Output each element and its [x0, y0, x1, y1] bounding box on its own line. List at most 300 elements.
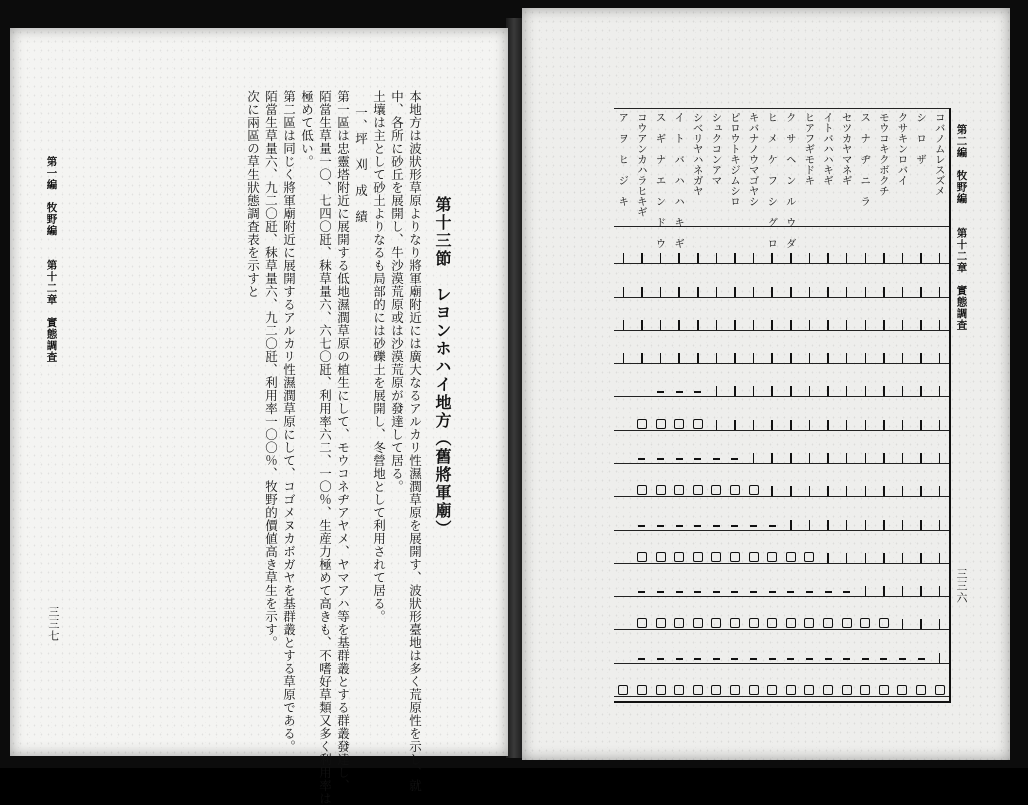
table-mark [939, 320, 941, 330]
running-header [956, 124, 967, 331]
table-mark [697, 253, 699, 263]
table-mark [809, 320, 811, 330]
table-mark [827, 386, 829, 396]
table-mark [827, 486, 829, 496]
table-mark [790, 420, 792, 430]
table-mark [883, 586, 885, 596]
species-label: ピロウトキジムシロ [728, 112, 741, 207]
table-mark [657, 525, 664, 527]
table-mark [730, 618, 740, 628]
page-number: 三三六 [955, 568, 968, 604]
table-mark [827, 320, 829, 330]
table-mark [883, 320, 885, 330]
table-mark [827, 420, 829, 430]
table-mark [806, 658, 813, 660]
table-mark [804, 552, 814, 562]
species-label: シベリヤハネガヤ [691, 112, 704, 196]
table-row [614, 267, 949, 300]
table-mark [809, 353, 811, 363]
table-mark [790, 386, 792, 396]
table-mark [902, 520, 904, 530]
table-mark [734, 253, 736, 263]
table-mark [678, 353, 680, 363]
table-mark [656, 419, 666, 429]
table-mark [750, 525, 757, 527]
table-mark [846, 553, 848, 563]
table-mark [771, 386, 773, 396]
table-mark [676, 658, 683, 660]
table-mark [697, 320, 699, 330]
table-row [614, 234, 949, 267]
species-label: ヒアフギモドキ [803, 112, 816, 186]
header-section: 牧野編 [955, 170, 968, 205]
table-mark [771, 353, 773, 363]
species-label: コバノムレスズメ [933, 112, 946, 196]
table-mark [827, 453, 829, 463]
table-mark [750, 591, 757, 593]
table-mark [638, 591, 645, 593]
table-mark [916, 685, 926, 695]
table-mark [809, 520, 811, 530]
table-mark [641, 353, 643, 363]
table-mark [939, 453, 941, 463]
table-mark [678, 287, 680, 297]
table-mark [939, 586, 941, 596]
table-mark [637, 485, 647, 495]
table-mark [920, 320, 922, 330]
table-mark [846, 420, 848, 430]
table-mark [902, 553, 904, 563]
table-mark [676, 591, 683, 593]
table-mark [786, 685, 796, 695]
table-mark [920, 353, 922, 363]
table-mark [865, 353, 867, 363]
species-label: ク サ ヘ ン ル ウ ダ [784, 112, 797, 249]
table-mark [676, 391, 683, 393]
table-mark [731, 525, 738, 527]
table-mark [693, 685, 703, 695]
header-chapter: 第十二章 [45, 259, 58, 306]
header-chapter: 第十二章 [955, 227, 968, 274]
table-mark [674, 618, 684, 628]
paragraph-line: 中、各所に砂丘を展開し、牛沙漠荒原或は沙漠荒原が發達して居る。 [389, 90, 405, 493]
table-mark [920, 486, 922, 496]
table-mark [694, 525, 701, 527]
table-row [614, 301, 949, 334]
table-mark [935, 685, 945, 695]
table-mark [823, 618, 833, 628]
table-mark [734, 320, 736, 330]
table-row [614, 567, 949, 600]
table-mark [883, 453, 885, 463]
table-mark [865, 520, 867, 530]
species-label: コウアンカハラヒキギ [635, 112, 648, 217]
table-mark [827, 253, 829, 263]
right-page [522, 8, 1010, 760]
table-mark [623, 287, 625, 297]
table-mark [767, 618, 777, 628]
table-mark [825, 591, 832, 593]
table-mark [939, 619, 941, 629]
table-mark [730, 485, 740, 495]
table-mark [860, 685, 870, 695]
table-mark [753, 287, 755, 297]
species-label: セツカヤマネギ [840, 112, 853, 186]
table-mark [804, 618, 814, 628]
table-mark [883, 353, 885, 363]
table-mark [656, 685, 666, 695]
table-mark [767, 552, 777, 562]
table-mark [753, 253, 755, 263]
table-mark [865, 386, 867, 396]
table-mark [806, 591, 813, 593]
table-mark [902, 386, 904, 396]
subsection-heading: 一、坪 刈 成 績 [353, 106, 369, 223]
table-mark [842, 685, 852, 695]
table-mark [920, 287, 922, 297]
table-mark [623, 320, 625, 330]
table-mark [716, 353, 718, 363]
table-mark [786, 618, 796, 628]
table-mark [660, 353, 662, 363]
table-mark [750, 658, 757, 660]
table-mark [660, 287, 662, 297]
table-mark [623, 353, 625, 363]
header-topic: 實態調査 [45, 317, 58, 363]
table-mark [902, 320, 904, 330]
table-mark [638, 658, 645, 660]
table-mark [902, 253, 904, 263]
paragraph-line: 陌當生草量一〇、七四〇瓩、秣草量六、六七〇瓩、利用率六二、一〇％、生産力極めて高きも、不嗜好草類又多く利用率は [317, 90, 333, 805]
table-mark [660, 253, 662, 263]
species-label: シ ロ ザ [915, 112, 928, 165]
table-mark [846, 520, 848, 530]
table-row [614, 534, 949, 567]
paragraph-line: 第一區は忠靈塔附近に展開する低地濕潤草原の植生にして、モウコネヂアヤメ、ヤマアハ等を基群叢とする群叢發達し、 [335, 90, 351, 792]
table-mark [825, 658, 832, 660]
table-mark [713, 525, 720, 527]
table-mark [809, 453, 811, 463]
header-part: 第二編 [955, 124, 968, 159]
table-mark [827, 553, 829, 563]
table-mark [753, 386, 755, 396]
table-mark [902, 420, 904, 430]
table-mark [809, 486, 811, 496]
table-mark [897, 685, 907, 695]
paragraph-line: 第二區は同じく將軍廟附近に展開するアルカリ性濕潤草原にして、コゴメヌカボガヤを基群叢とする草原である。 [281, 90, 297, 753]
table-mark [734, 420, 736, 430]
table-mark [790, 320, 792, 330]
table-mark [771, 453, 773, 463]
table-mark [809, 253, 811, 263]
table-mark [883, 253, 885, 263]
table-mark [939, 353, 941, 363]
table-mark [865, 320, 867, 330]
table-mark [749, 485, 759, 495]
table-row [614, 467, 949, 500]
table-mark [771, 253, 773, 263]
table-mark [939, 287, 941, 297]
table-mark [902, 586, 904, 596]
table-mark [711, 685, 721, 695]
table-mark [641, 320, 643, 330]
table-mark [769, 591, 776, 593]
table-mark [674, 419, 684, 429]
running-header [46, 156, 57, 363]
table-mark [879, 685, 889, 695]
table-mark [713, 458, 720, 460]
table-mark [771, 420, 773, 430]
page-number: 三三七 [47, 606, 60, 642]
table-mark [734, 386, 736, 396]
table-mark [939, 253, 941, 263]
table-mark [711, 552, 721, 562]
table-mark [939, 553, 941, 563]
table-mark [656, 618, 666, 628]
table-mark [865, 253, 867, 263]
table-mark [899, 658, 906, 660]
table-mark [697, 287, 699, 297]
table-mark [939, 520, 941, 530]
table-mark [809, 420, 811, 430]
table-mark [846, 453, 848, 463]
table-mark [809, 287, 811, 297]
table-mark [697, 353, 699, 363]
table-mark [641, 253, 643, 263]
table-mark [693, 618, 703, 628]
table-mark [674, 552, 684, 562]
table-mark [769, 658, 776, 660]
header-section: 牧野編 [45, 202, 58, 237]
species-label: クサキンロバイ [896, 112, 909, 186]
header-part: 第一編 [45, 156, 58, 191]
table-mark [660, 320, 662, 330]
header-topic: 實態調査 [955, 285, 968, 331]
table-mark [786, 552, 796, 562]
table-mark [694, 591, 701, 593]
table-mark [771, 287, 773, 297]
table-mark [693, 485, 703, 495]
table-row [614, 334, 949, 367]
table-mark [880, 658, 887, 660]
table-mark [790, 253, 792, 263]
table-mark [731, 658, 738, 660]
table-mark [809, 386, 811, 396]
table-mark [623, 253, 625, 263]
species-label: ス ギ ナ エ ン ド ウ [654, 112, 667, 249]
table-mark [730, 685, 740, 695]
table-mark [846, 253, 848, 263]
table-mark [787, 658, 794, 660]
species-label: シュクコンアマ [710, 112, 723, 186]
left-page [10, 28, 508, 805]
table-mark [790, 353, 792, 363]
table-mark [846, 320, 848, 330]
table-mark [711, 618, 721, 628]
table-mark [902, 287, 904, 297]
table-mark [749, 685, 759, 695]
species-label: イトバハハキギ [822, 112, 835, 186]
table-mark [939, 486, 941, 496]
table-mark [865, 553, 867, 563]
table-mark [920, 619, 922, 629]
table-mark [656, 552, 666, 562]
table-mark [716, 320, 718, 330]
table-mark [731, 591, 738, 593]
table-mark [920, 253, 922, 263]
table-mark [694, 658, 701, 660]
table-mark [827, 287, 829, 297]
table-row [614, 667, 949, 700]
table-row [614, 500, 949, 533]
table-mark [716, 287, 718, 297]
table-mark [730, 552, 740, 562]
species-label: キバナノウマゴヤシ [747, 112, 760, 207]
table-mark [865, 287, 867, 297]
table-mark [860, 618, 870, 628]
table-mark [767, 685, 777, 695]
table-mark [637, 618, 647, 628]
table-mark [790, 486, 792, 496]
table-mark [823, 685, 833, 695]
table-row [614, 633, 949, 666]
table-mark [939, 420, 941, 430]
table-mark [883, 553, 885, 563]
table-mark [771, 320, 773, 330]
table-row [614, 367, 949, 400]
table-mark [902, 619, 904, 629]
table-mark [920, 520, 922, 530]
table-row [614, 400, 949, 433]
table-mark [678, 253, 680, 263]
table-mark [694, 391, 701, 393]
table-mark [846, 386, 848, 396]
table-mark [865, 453, 867, 463]
table-mark [674, 485, 684, 495]
table-mark [716, 386, 718, 396]
table-mark [641, 287, 643, 297]
table-mark [657, 658, 664, 660]
table-mark [827, 353, 829, 363]
species-label: モウコキクボクチ [877, 112, 890, 196]
table-mark [920, 420, 922, 430]
table-mark [693, 419, 703, 429]
table-body [614, 234, 949, 700]
table-mark [678, 320, 680, 330]
table-mark [753, 420, 755, 430]
table-mark [769, 525, 776, 527]
table-mark [694, 458, 701, 460]
table-mark [787, 591, 794, 593]
table-mark [920, 553, 922, 563]
table-mark [842, 618, 852, 628]
table-mark [918, 658, 925, 660]
table-mark [637, 419, 647, 429]
table-mark [716, 420, 718, 430]
table-mark [883, 287, 885, 297]
table-mark [879, 618, 889, 628]
table-mark [734, 353, 736, 363]
paragraph-line: 次に兩區の草生狀態調査表を示すと [245, 90, 261, 298]
table-mark [865, 586, 867, 596]
table-mark [883, 520, 885, 530]
table-mark [939, 386, 941, 396]
section-title: 第十三節 レヨンホハイ地方（舊將軍廟） [433, 196, 452, 538]
table-mark [674, 685, 684, 695]
paragraph-line: 本地方は波狀形草原よりなり將軍廟附近には廣大なるアルカリ性濕潤草原を展開す、波狀形臺地は多く荒原性を示し、就 [407, 90, 423, 792]
table-mark [920, 586, 922, 596]
table-mark [711, 485, 721, 495]
table-mark [790, 287, 792, 297]
table-mark [734, 287, 736, 297]
table-mark [883, 486, 885, 496]
table-mark [749, 552, 759, 562]
table-row [614, 434, 949, 467]
table-mark [693, 552, 703, 562]
species-label: イ ト バ ハ ハ キ ギ [673, 112, 686, 249]
table-mark [713, 591, 720, 593]
table-mark [753, 453, 755, 463]
table-mark [657, 391, 664, 393]
paragraph-line: 極めて低い。 [299, 90, 315, 168]
species-label: ア ヲ ヒ ジ キ [617, 112, 630, 207]
table-mark [638, 525, 645, 527]
table-mark [657, 458, 664, 460]
table-mark [637, 685, 647, 695]
table-mark [883, 420, 885, 430]
table-mark [883, 386, 885, 396]
table-mark [846, 287, 848, 297]
table-mark [843, 591, 850, 593]
table-mark [790, 520, 792, 530]
paragraph-line: 土壤は主として砂土よりなるも局部的には砂礫土を展開し、冬營地として利用されて居る。 [371, 90, 387, 623]
table-mark [676, 525, 683, 527]
table-mark [657, 591, 664, 593]
table-mark [865, 420, 867, 430]
table-mark [804, 685, 814, 695]
table-mark [637, 552, 647, 562]
table-mark [846, 353, 848, 363]
table-row [614, 600, 949, 633]
table-mark [731, 458, 738, 460]
table-mark [656, 485, 666, 495]
table-mark [862, 658, 869, 660]
table-mark [676, 458, 683, 460]
table-mark [902, 453, 904, 463]
table-mark [771, 486, 773, 496]
table-mark [638, 458, 645, 460]
species-label: ヒ メ ケ フ シ グ ロ [766, 112, 779, 249]
table-mark [618, 685, 628, 695]
table-mark [920, 453, 922, 463]
table-mark [865, 486, 867, 496]
table-mark [753, 320, 755, 330]
table-mark [753, 353, 755, 363]
table-mark [846, 486, 848, 496]
species-label: ス ナ ヂ ニ ラ [859, 112, 872, 207]
table-mark [843, 658, 850, 660]
table-mark [902, 353, 904, 363]
table-mark [827, 520, 829, 530]
paragraph-line: 陌當生草量六、九二〇瓩、秣草量六、九二〇瓩、利用率一〇〇％、牧野的價値高き草生を示す。 [263, 90, 279, 649]
table-mark [920, 386, 922, 396]
table-mark [939, 653, 941, 663]
table-mark [749, 618, 759, 628]
table-mark [716, 253, 718, 263]
table-mark [902, 486, 904, 496]
table-mark [713, 658, 720, 660]
table-mark [790, 453, 792, 463]
